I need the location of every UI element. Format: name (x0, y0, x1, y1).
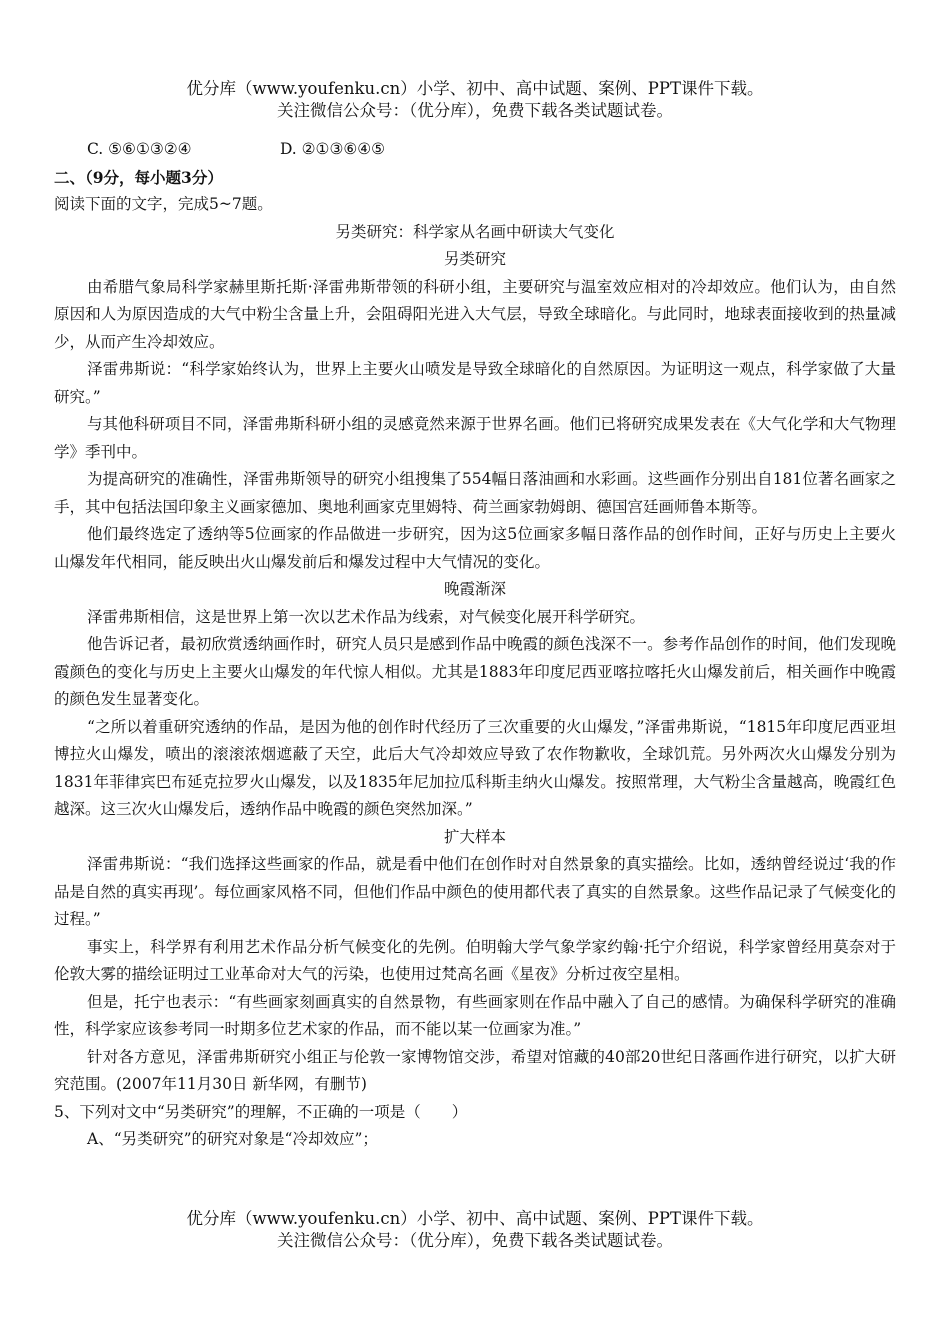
option-c: C. ⑤⑥①③②④ (87, 140, 192, 158)
paragraph-8: “之所以着重研究透纳的作品，是因为他的创作时代经历了三次重要的火山爆发，”泽雷弗斯说，“1815年印度尼西亚坦博拉火山爆发，喷出的滚滚浓烟遮蔽了天空，此后大气冷却效应导致了农作物歉收，全球饥荒。另外两次火山爆发分别为1831年菲律宾巴布延克拉罗火山爆发，以及1835年尼加拉瓜科斯圭纳火山爆发。按照常理，大气粉尘含量越高，晚霞红色越深。这三次火山爆发后，透纳作品中晚霞的颜色突然加深。” (54, 717, 896, 818)
previous-options (54, 136, 896, 164)
paragraph-3: 与其他科研项目不同，泽雷弗斯科研小组的灵感竟然来源于世界名画。他们已将研究成果发表在《大气化学和大气物理学》季刊中。 (54, 415, 896, 461)
subheading-1: 另类研究 (443, 250, 506, 268)
paragraph-9: 泽雷弗斯说：“我们选择这些画家的作品，就是看中他们在创作时对自然景象的真实描绘。比如，透纳曾经说过‘我的作品是自然的真实再现’。每位画家风格不同，但他们作品中颜色的使用都代表了真实的自然景象。这些作品记录了气候变化的过程。” (54, 855, 896, 928)
paragraph-5: 他们最终选定了透纳等5位画家的作品做进一步研究，因为这5位画家多幅日落作品的创作时间，正好与历史上主要火山爆发年代相同，能反映出火山爆发前后和爆发过程中大气情况的变化。 (54, 525, 896, 571)
document-body (54, 136, 896, 1154)
paragraph-6: 泽雷弗斯相信，这是世界上第一次以艺术作品为线索，对气候变化展开科学研究。 (87, 607, 646, 626)
question-5-stem: 5、下列对文中“另类研究”的理解，不正确的一项是（ ） (54, 1102, 468, 1121)
paragraph-7: 他告诉记者，最初欣赏透纳画作时，研究人员只是感到作品中晚霞的颜色浅深不一。参考作品创作的时间，他们发现晚霞颜色的变化与历史上主要火山爆发的年代惊人相似。尤其是1883年印度尼西亚喀拉喀托火山爆发前后，相关画作中晚霞的颜色发生显著变化。 (54, 635, 896, 708)
paragraph-2: 泽雷弗斯说：“科学家始终认为，世界上主要火山喷发是导致全球暗化的自然原因。为证明这一观点，科学家做了大量研究。” (54, 360, 896, 406)
page-footer (0, 1208, 950, 1252)
paragraph-4: 为提高研究的准确性，泽雷弗斯领导的研究小组搜集了554幅日落油画和水彩画。这些画作分别出自181位著名画家之手，其中包括法国印象主义画家德加、奥地利画家克里姆特、荷兰画家勃姆朗、德国宫廷画师鲁本斯等。 (54, 470, 896, 516)
section-heading: 二、（9分，每小题3分） (54, 167, 223, 187)
article-title: 另类研究：科学家从名画中研读大气变化 (335, 222, 615, 241)
paragraph-12: 针对各方意见，泽雷弗斯研究小组正与伦敦一家博物馆交涉，希望对馆藏的40部20世纪日落画作进行研究，以扩大研究范围。(2007年11月30日 新华网，有删节) (54, 1047, 896, 1093)
page-header (0, 78, 950, 122)
question-5-option-a: A、“另类研究”的研究对象是“冷却效应”； (87, 1130, 378, 1148)
header-line-2: 关注微信公众号：（优分库），免费下载各类试题试卷。 (277, 101, 673, 120)
section-instruction: 阅读下面的文字，完成5~7题。 (54, 195, 273, 213)
subheading-3: 扩大样本 (443, 827, 506, 846)
paragraph-11: 但是，托宁也表示：“有些画家刻画真实的自然景物，有些画家则在作品中融入了自己的感情。为确保科学研究的准确性，科学家应该参考同一时期多位艺术家的作品，而不能以某一位画家为准。” (54, 992, 896, 1038)
paragraph-1: 由希腊气象局科学家赫里斯托斯·泽雷弗斯带领的科研小组，主要研究与温室效应相对的冷却效应。他们认为，由自然原因和人为原因造成的大气中粉尘含量上升，会阻碍阳光进入大气层，导致全球暗化。与此同时，地球表面接收到的热量减少，从而产生冷却效应。 (54, 277, 896, 351)
option-d: D. ②①③⑥④⑤ (279, 140, 386, 158)
footer-line-2: 关注微信公众号：（优分库），免费下载各类试题试卷。 (277, 1231, 673, 1250)
footer-line-1: 优分库（www.youfenku.cn）小学、初中、高中试题、案例、PPT课件下载。 (186, 1209, 764, 1228)
paragraph-10: 事实上，科学界有利用艺术作品分析气候变化的先例。伯明翰大学气象学家约翰·托宁介绍说，科学家曾经用莫奈对于伦敦大雾的描绘证明过工业革命对大气的污染，也使用过梵高名画《星夜》分析过夜空星相。 (54, 937, 896, 983)
header-line-1: 优分库（www.youfenku.cn）小学、初中、高中试题、案例、PPT课件下载。 (186, 79, 764, 98)
subheading-2: 晚霞渐深 (443, 580, 506, 598)
